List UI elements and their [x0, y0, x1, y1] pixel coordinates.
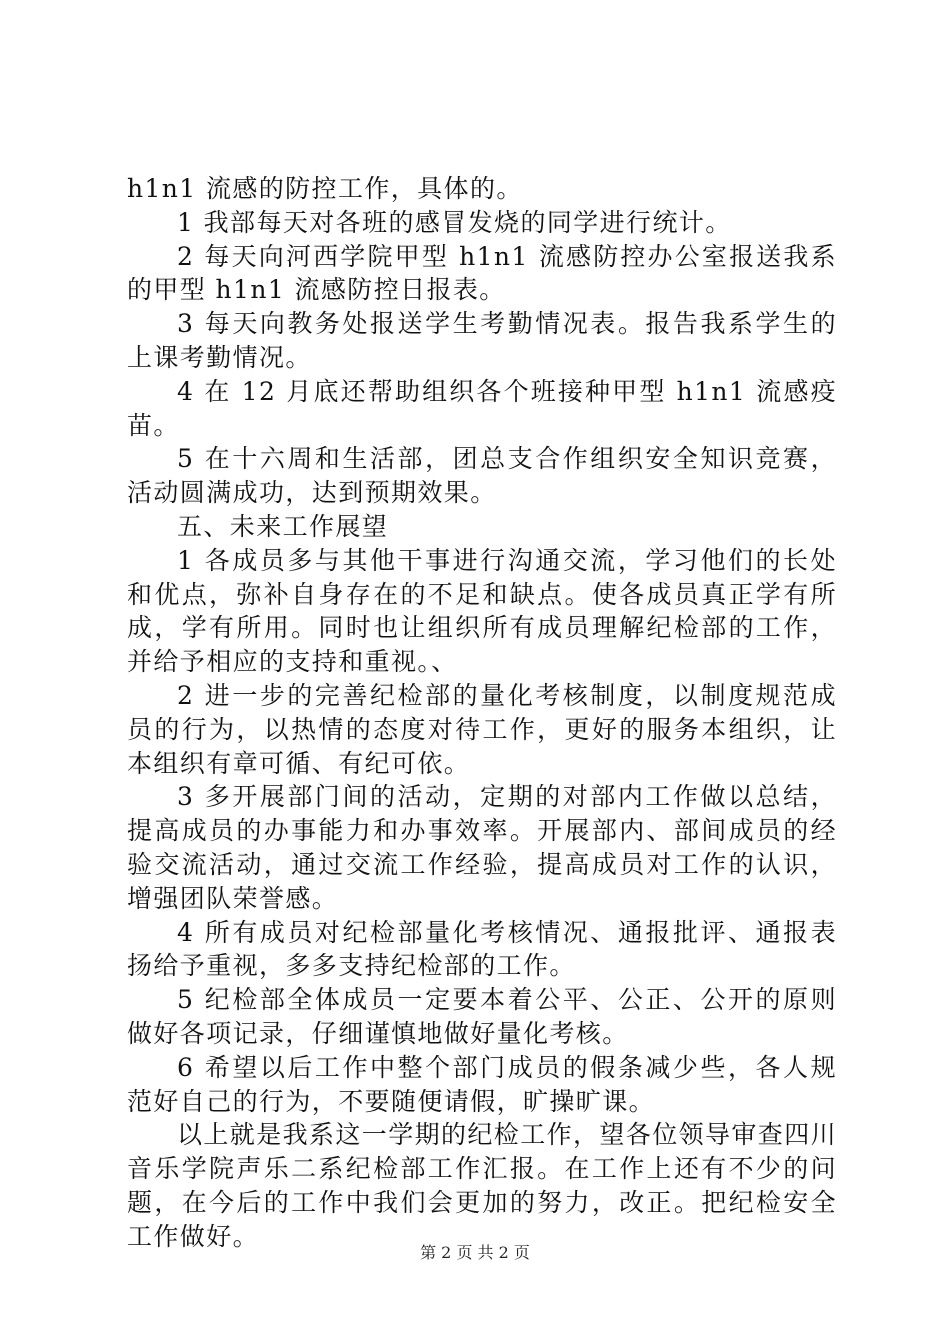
paragraph-continuation: h1n1 流感的防控工作，具体的。 — [127, 174, 523, 203]
paragraph-item-4: 4 在 12 月底还帮助组织各个班接种甲型 h1n1 流感疫苗。 — [127, 376, 837, 440]
paragraph-item-5: 5 在十六周和生活部，团总支合作组织安全知识竞赛，活动圆满成功，达到预期效果。 — [127, 444, 837, 508]
outlook-item-4: 4 所有成员对纪检部量化考核情况、通报批评、通报表扬给予重视，多多支持纪检部的工作。 — [127, 917, 837, 981]
paragraph-item-1: 1 我部每天对各班的感冒发烧的同学进行统计。 — [177, 207, 732, 237]
outlook-item-3: 3 多开展部门间的活动，定期的对部内工作做以总结，提高成员的办事能力和办事效率。开展部内、部间成员的经验交流活动，通过交流工作经验，提高成员对工作的认识，增强团队荣誉感。 — [127, 782, 837, 913]
document-body — [127, 172, 837, 1254]
outlook-item-5: 5 纪检部全体成员一定要本着公平、公正、公开的原则做好各项记录，仔细谨慎地做好量化考核。 — [127, 985, 837, 1048]
paragraph-item-2: 2 每天向河西学院甲型 h1n1 流感防控办公室报送我系的甲型 h1n1 流感防控日报表。 — [127, 241, 837, 305]
outlook-item-2: 2 进一步的完善纪检部的量化考核制度，以制度规范成员的行为，以热情的态度对待工作，更好的服务本组织，让本组织有章可循、有纪可依。 — [127, 680, 837, 778]
paragraph-item-3: 3 每天向教务处报送学生考勤情况表。报告我系学生的上课考勤情况。 — [127, 309, 837, 372]
outlook-item-1: 1 各成员多与其他干事进行沟通交流，学习他们的长处和优点，弥补自身存在的不足和缺点。使各成员真正学有所成，学有所用。同时也让组织所有成员理解纪检部的工作，并给予相应的支持和重视。、 — [127, 545, 837, 677]
page-number-footer: 第 2 页 共 2 页 — [420, 1243, 530, 1262]
closing-paragraph: 以上就是我系这一学期的纪检工作，望各位领导审查四川音乐学院声乐二系纪检部工作汇报。在工作上还有不少的问题，在今后的工作中我们会更加的努力，改正。把纪检安全工作做好。 — [127, 1120, 838, 1251]
outlook-item-6: 6 希望以后工作中整个部门成员的假条减少些，各人规范好自己的行为，不要随便请假，旷操旷课。 — [127, 1052, 837, 1116]
section-heading: 五、未来工作展望 — [177, 511, 389, 541]
